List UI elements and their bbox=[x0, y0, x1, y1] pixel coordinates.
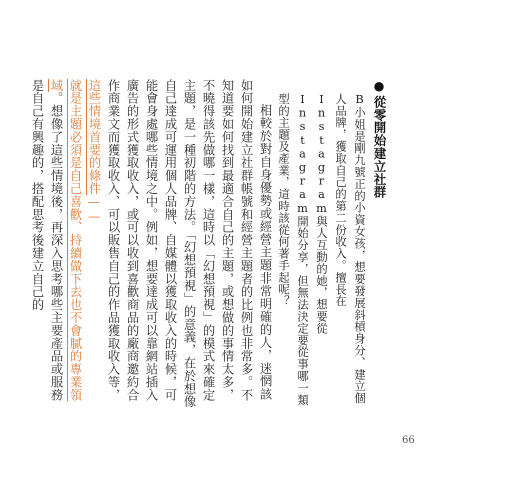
page-number: 66 bbox=[402, 435, 415, 446]
body-paragraph-1-text: 相較於對自身優勢或經營主題非常明確的人，迷惘該如何開始建立社群帳號和經營主題者的比例也非常多。不知道要如何找到最適合自己的主題，或想做的事情太多，不曉得該先做哪一樣，這時以「幻想預視」的模式來確定主題，是一種初階的方法。「幻想預視」的意義，在於想像自己達成可運用個人品牌、自媒體以獲取收入的時候，可能會身處哪些情境之中。例如，想要達成可以靠網站插入廣告的形式獲取收入，或可以收到喜歡商品的廠商邀約合作商業文而獲取收入、可以販售自己的作品獲取收入等， bbox=[106, 79, 272, 409]
vertical-text-block bbox=[30, 79, 388, 411]
highlight-phrase-2: 就是主題必須是自己喜歡、持續做下去也不會膩的專業領域 bbox=[49, 79, 82, 402]
bullet-icon: ● bbox=[372, 79, 386, 94]
body-paragraph-2-text: 。想像了這些情境後，再深入思考哪些主要產品或服務是自己有興趣的，搭配思考後建立自己的 bbox=[30, 79, 63, 402]
body-paragraph-1 bbox=[84, 79, 274, 411]
intro-paragraph: B小姐是剛九號正的小資女孩，想要發展斜槓身分、建立個人品牌，獲取自己的第二份收入。擅長在Instagram與人互動的她，想要從Instagram開始分享，但無法決定要從事哪一類型的主題及產業，這時該從何著手起呢？ bbox=[277, 93, 366, 406]
highlight-phrase-1: 這些情境首要的條件 bbox=[87, 79, 101, 196]
section-heading-text: 從零開始建立社群 bbox=[372, 95, 386, 199]
section-heading bbox=[369, 79, 388, 411]
body-paragraph-2 bbox=[27, 79, 84, 411]
highlight-dash: —— bbox=[87, 195, 101, 225]
